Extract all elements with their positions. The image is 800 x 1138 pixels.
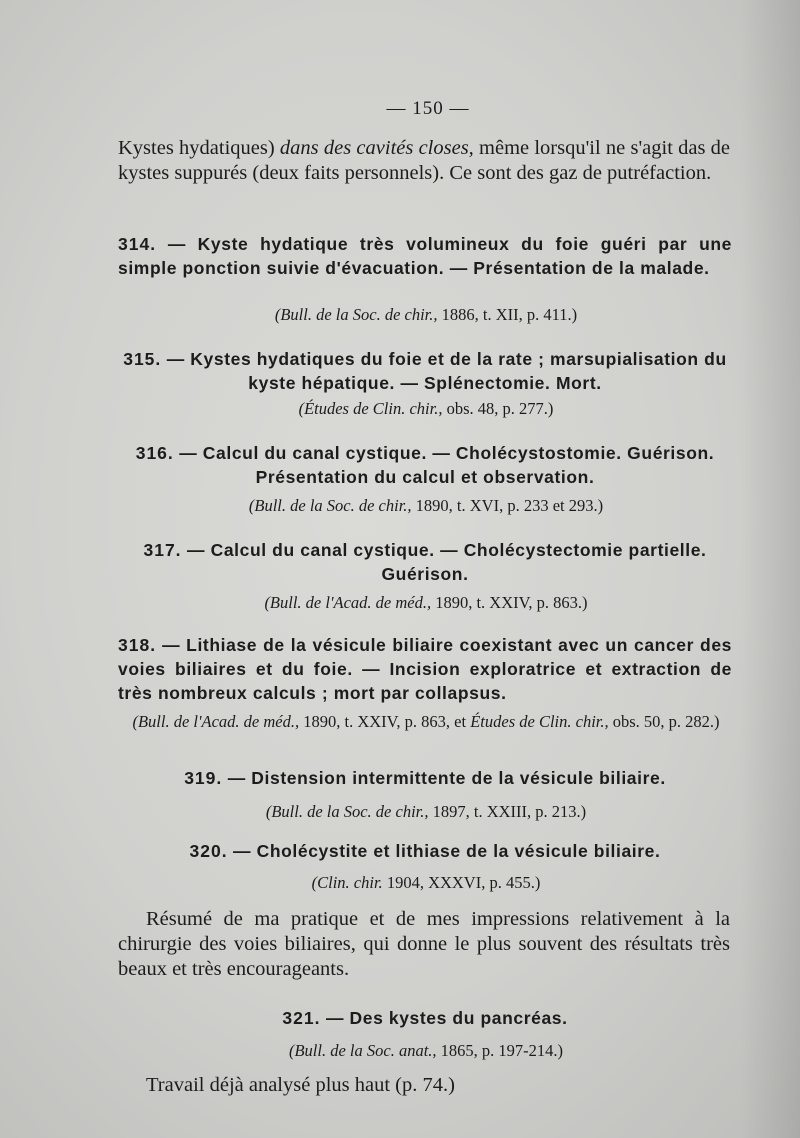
entry-number: 321. xyxy=(282,1008,321,1028)
entry-314-title xyxy=(118,232,732,280)
entry-number: 316. xyxy=(135,443,174,463)
entry-320-title xyxy=(118,839,732,863)
entry-317-reference xyxy=(118,591,734,614)
ref-source: (Bull. de la Soc. anat., xyxy=(288,1041,437,1060)
closing-line: Travail déjà analysé plus haut (p. 74.) xyxy=(146,1074,455,1096)
entry-number: 319. xyxy=(184,768,223,788)
page-edge-shadow xyxy=(740,0,800,1138)
entry-number: 315. xyxy=(123,349,162,369)
entry-title-text: — Calcul du canal cystique. — Cholécystectomie partielle. Guérison. xyxy=(187,540,707,584)
entry-title-text: — Kyste hydatique très volumineux du foie guéri par une simple ponction suivie d'évacuation. — Présentation de la malade. xyxy=(118,234,732,278)
ref-detail: 1904, XXXVI, p. 455.) xyxy=(386,873,541,892)
ref-detail-secondary: obs. 50, p. 282.) xyxy=(612,712,720,731)
entry-number: 314. xyxy=(118,234,157,254)
summary-paragraph: Résumé de ma pratique et de mes impressions relativement à la chirurgie des voies biliaires, qui donne le plus souvent des résultats très beaux et très encourageants. xyxy=(118,908,730,980)
ref-detail: 1865, p. 197-214.) xyxy=(440,1041,564,1060)
entry-317-title xyxy=(118,538,732,586)
ref-detail: 1890, t. XXIV, p. 863.) xyxy=(435,593,588,612)
intro-italic: dans des cavités closes, xyxy=(279,137,474,159)
entry-315-reference xyxy=(118,397,734,420)
ref-detail: 1886, t. XII, p. 411.) xyxy=(441,305,578,324)
ref-source: (Études de Clin. chir., xyxy=(298,399,443,418)
ref-source: (Bull. de la Soc. de chir., xyxy=(265,802,429,821)
entry-320-reference xyxy=(118,871,734,894)
entry-number: 318. xyxy=(118,635,157,655)
intro-paragraph xyxy=(118,136,730,186)
entry-title-text: — Cholécystite et lithiase de la vésicule biliaire. xyxy=(233,841,661,861)
ref-source: (Bull. de l'Acad. de méd., xyxy=(132,712,300,731)
entry-318-reference xyxy=(118,710,734,733)
ref-detail: obs. 48, p. 277.) xyxy=(446,399,554,418)
entry-title-text: — Distension intermittente de la vésicule biliaire. xyxy=(227,768,666,788)
intro-lead: Kystes hydatiques) xyxy=(118,137,275,159)
entry-title-text: — Lithiase de la vésicule biliaire coexistant avec un cancer des voies biliaires et du foie. — Incision exploratrice et extraction de très nombreux calculs ; mort par collapsus. xyxy=(118,635,732,703)
entry-316-title xyxy=(118,441,732,489)
ref-source: (Bull. de la Soc. de chir., xyxy=(248,496,412,515)
entry-321-title xyxy=(118,1006,732,1030)
entry-321-reference xyxy=(118,1039,734,1062)
entry-title-text: — Kystes hydatiques du foie et de la rate ; marsupialisation du kyste hépatique. — Splénectomie. Mort. xyxy=(166,349,727,393)
page-number: — 150 — xyxy=(386,98,470,119)
intro-rest: même lorsqu'il ne s'agit das de kystes suppurés (deux faits personnels). Ce sont des gaz de putréfaction. xyxy=(118,137,731,184)
entry-315-title xyxy=(118,347,732,395)
entry-number: 317. xyxy=(143,540,182,560)
ref-source: (Bull. de l'Acad. de méd., xyxy=(264,593,432,612)
entry-316-reference xyxy=(118,494,734,517)
ref-source: (Bull. de la Soc. de chir., xyxy=(274,305,438,324)
entry-number: 320. xyxy=(189,841,228,861)
entry-319-title xyxy=(118,766,732,790)
ref-detail: 1890, t. XXIV, p. 863, et xyxy=(303,712,467,731)
entry-314-reference xyxy=(118,303,734,326)
ref-detail: 1897, t. XXIII, p. 213.) xyxy=(432,802,587,821)
entry-title-text: — Des kystes du pancréas. xyxy=(325,1008,568,1028)
entry-title-text: — Calcul du canal cystique. — Cholécystostomie. Guérison. Présentation du calcul et observation. xyxy=(179,443,715,487)
entry-318-title xyxy=(118,633,732,705)
entry-319-reference xyxy=(118,800,734,823)
ref-source-secondary: Études de Clin. chir., xyxy=(470,712,609,731)
ref-detail: 1890, t. XVI, p. 233 et 293.) xyxy=(415,496,604,515)
ref-source: (Clin. chir. xyxy=(311,873,383,892)
